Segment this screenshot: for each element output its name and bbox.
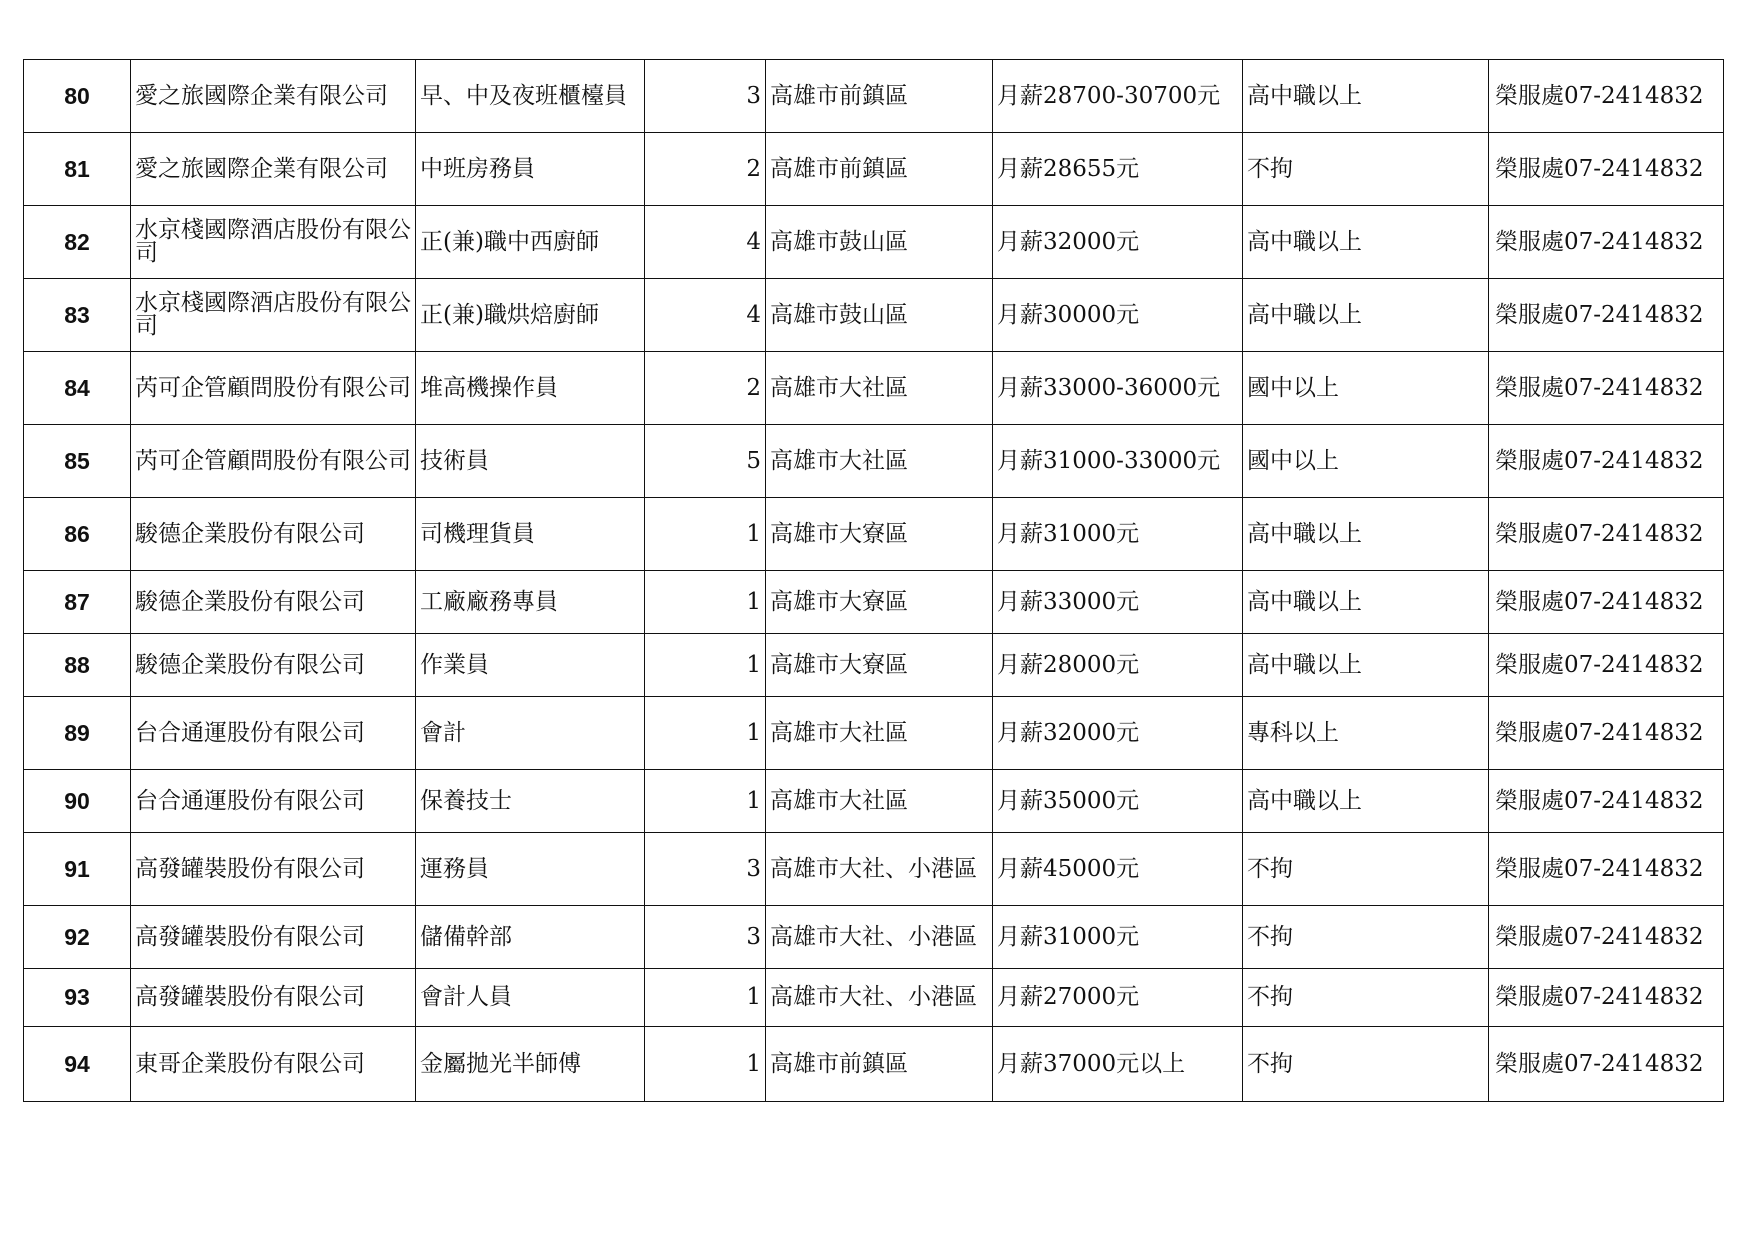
work-location: 高雄市大社、小港區	[766, 833, 993, 906]
row-number: 90	[24, 770, 131, 833]
table-row	[24, 697, 1724, 770]
education-requirement: 不拘	[1243, 833, 1489, 906]
table-row	[24, 498, 1724, 571]
salary: 月薪28700-30700元	[993, 60, 1243, 133]
contact-info: 榮服處07-2414832	[1489, 571, 1724, 634]
salary: 月薪35000元	[993, 770, 1243, 833]
job-position: 儲備幹部	[416, 906, 645, 969]
opening-count: 1	[645, 1027, 766, 1102]
opening-count: 1	[645, 498, 766, 571]
table-row	[24, 969, 1724, 1027]
table-row	[24, 60, 1724, 133]
work-location: 高雄市鼓山區	[766, 279, 993, 352]
education-requirement: 高中職以上	[1243, 60, 1489, 133]
contact-info: 榮服處07-2414832	[1489, 969, 1724, 1027]
job-listings-table	[23, 59, 1724, 1102]
contact-info: 榮服處07-2414832	[1489, 697, 1724, 770]
opening-count: 4	[645, 206, 766, 279]
contact-info: 榮服處07-2414832	[1489, 498, 1724, 571]
job-position: 工廠廠務專員	[416, 571, 645, 634]
education-requirement: 不拘	[1243, 133, 1489, 206]
salary: 月薪28655元	[993, 133, 1243, 206]
salary: 月薪31000元	[993, 498, 1243, 571]
row-number: 82	[24, 206, 131, 279]
company-name: 芮可企管顧問股份有限公司	[131, 425, 416, 498]
work-location: 高雄市前鎮區	[766, 1027, 993, 1102]
education-requirement: 不拘	[1243, 969, 1489, 1027]
opening-count: 3	[645, 833, 766, 906]
table-row	[24, 133, 1724, 206]
job-position: 堆高機操作員	[416, 352, 645, 425]
row-number: 86	[24, 498, 131, 571]
company-name: 東哥企業股份有限公司	[131, 1027, 416, 1102]
education-requirement: 高中職以上	[1243, 571, 1489, 634]
work-location: 高雄市大社區	[766, 352, 993, 425]
contact-info: 榮服處07-2414832	[1489, 206, 1724, 279]
education-requirement: 高中職以上	[1243, 279, 1489, 352]
work-location: 高雄市大社區	[766, 425, 993, 498]
row-number: 80	[24, 60, 131, 133]
table-row	[24, 1027, 1724, 1102]
opening-count: 2	[645, 352, 766, 425]
salary: 月薪33000元	[993, 571, 1243, 634]
job-listings-body	[24, 60, 1724, 1102]
salary: 月薪45000元	[993, 833, 1243, 906]
education-requirement: 國中以上	[1243, 352, 1489, 425]
work-location: 高雄市鼓山區	[766, 206, 993, 279]
job-position: 技術員	[416, 425, 645, 498]
job-position: 正(兼)職中西廚師	[416, 206, 645, 279]
opening-count: 1	[645, 969, 766, 1027]
contact-info: 榮服處07-2414832	[1489, 425, 1724, 498]
job-position: 作業員	[416, 634, 645, 697]
opening-count: 3	[645, 906, 766, 969]
work-location: 高雄市大寮區	[766, 498, 993, 571]
row-number: 93	[24, 969, 131, 1027]
work-location: 高雄市大社區	[766, 697, 993, 770]
company-name: 愛之旅國際企業有限公司	[131, 133, 416, 206]
row-number: 91	[24, 833, 131, 906]
contact-info: 榮服處07-2414832	[1489, 133, 1724, 206]
education-requirement: 高中職以上	[1243, 498, 1489, 571]
company-name: 台合通運股份有限公司	[131, 697, 416, 770]
work-location: 高雄市前鎮區	[766, 60, 993, 133]
work-location: 高雄市大寮區	[766, 571, 993, 634]
contact-info: 榮服處07-2414832	[1489, 906, 1724, 969]
row-number: 81	[24, 133, 131, 206]
job-position: 中班房務員	[416, 133, 645, 206]
company-name: 愛之旅國際企業有限公司	[131, 60, 416, 133]
work-location: 高雄市大寮區	[766, 634, 993, 697]
opening-count: 1	[645, 770, 766, 833]
contact-info: 榮服處07-2414832	[1489, 279, 1724, 352]
job-position: 正(兼)職烘焙廚師	[416, 279, 645, 352]
company-name: 水京棧國際酒店股份有限公司	[131, 279, 416, 352]
company-name: 台合通運股份有限公司	[131, 770, 416, 833]
contact-info: 榮服處07-2414832	[1489, 1027, 1724, 1102]
salary: 月薪37000元以上	[993, 1027, 1243, 1102]
contact-info: 榮服處07-2414832	[1489, 352, 1724, 425]
company-name: 水京棧國際酒店股份有限公司	[131, 206, 416, 279]
row-number: 83	[24, 279, 131, 352]
table-row	[24, 206, 1724, 279]
salary: 月薪31000元	[993, 906, 1243, 969]
company-name: 高發罐裝股份有限公司	[131, 906, 416, 969]
row-number: 84	[24, 352, 131, 425]
row-number: 92	[24, 906, 131, 969]
work-location: 高雄市大社區	[766, 770, 993, 833]
row-number: 87	[24, 571, 131, 634]
education-requirement: 國中以上	[1243, 425, 1489, 498]
table-row	[24, 352, 1724, 425]
job-position: 會計	[416, 697, 645, 770]
contact-info: 榮服處07-2414832	[1489, 60, 1724, 133]
salary: 月薪31000-33000元	[993, 425, 1243, 498]
opening-count: 4	[645, 279, 766, 352]
salary: 月薪30000元	[993, 279, 1243, 352]
job-position: 保養技士	[416, 770, 645, 833]
table-row	[24, 425, 1724, 498]
company-name: 高發罐裝股份有限公司	[131, 833, 416, 906]
opening-count: 1	[645, 634, 766, 697]
company-name: 駿德企業股份有限公司	[131, 571, 416, 634]
education-requirement: 高中職以上	[1243, 206, 1489, 279]
job-position: 金屬拋光半師傅	[416, 1027, 645, 1102]
row-number: 85	[24, 425, 131, 498]
table-row	[24, 833, 1724, 906]
education-requirement: 專科以上	[1243, 697, 1489, 770]
education-requirement: 高中職以上	[1243, 770, 1489, 833]
company-name: 高發罐裝股份有限公司	[131, 969, 416, 1027]
company-name: 駿德企業股份有限公司	[131, 634, 416, 697]
job-position: 司機理貨員	[416, 498, 645, 571]
job-position: 運務員	[416, 833, 645, 906]
contact-info: 榮服處07-2414832	[1489, 833, 1724, 906]
salary: 月薪32000元	[993, 206, 1243, 279]
company-name: 駿德企業股份有限公司	[131, 498, 416, 571]
table-row	[24, 906, 1724, 969]
work-location: 高雄市前鎮區	[766, 133, 993, 206]
table-row	[24, 634, 1724, 697]
job-position: 會計人員	[416, 969, 645, 1027]
opening-count: 1	[645, 697, 766, 770]
row-number: 88	[24, 634, 131, 697]
work-location: 高雄市大社、小港區	[766, 969, 993, 1027]
opening-count: 1	[645, 571, 766, 634]
salary: 月薪33000-36000元	[993, 352, 1243, 425]
row-number: 94	[24, 1027, 131, 1102]
company-name: 芮可企管顧問股份有限公司	[131, 352, 416, 425]
salary: 月薪27000元	[993, 969, 1243, 1027]
contact-info: 榮服處07-2414832	[1489, 770, 1724, 833]
education-requirement: 高中職以上	[1243, 634, 1489, 697]
opening-count: 5	[645, 425, 766, 498]
table-row	[24, 279, 1724, 352]
opening-count: 2	[645, 133, 766, 206]
salary: 月薪32000元	[993, 697, 1243, 770]
salary: 月薪28000元	[993, 634, 1243, 697]
row-number: 89	[24, 697, 131, 770]
contact-info: 榮服處07-2414832	[1489, 634, 1724, 697]
table-row	[24, 571, 1724, 634]
education-requirement: 不拘	[1243, 906, 1489, 969]
work-location: 高雄市大社、小港區	[766, 906, 993, 969]
table-row	[24, 770, 1724, 833]
education-requirement: 不拘	[1243, 1027, 1489, 1102]
opening-count: 3	[645, 60, 766, 133]
job-position: 早、中及夜班櫃檯員	[416, 60, 645, 133]
